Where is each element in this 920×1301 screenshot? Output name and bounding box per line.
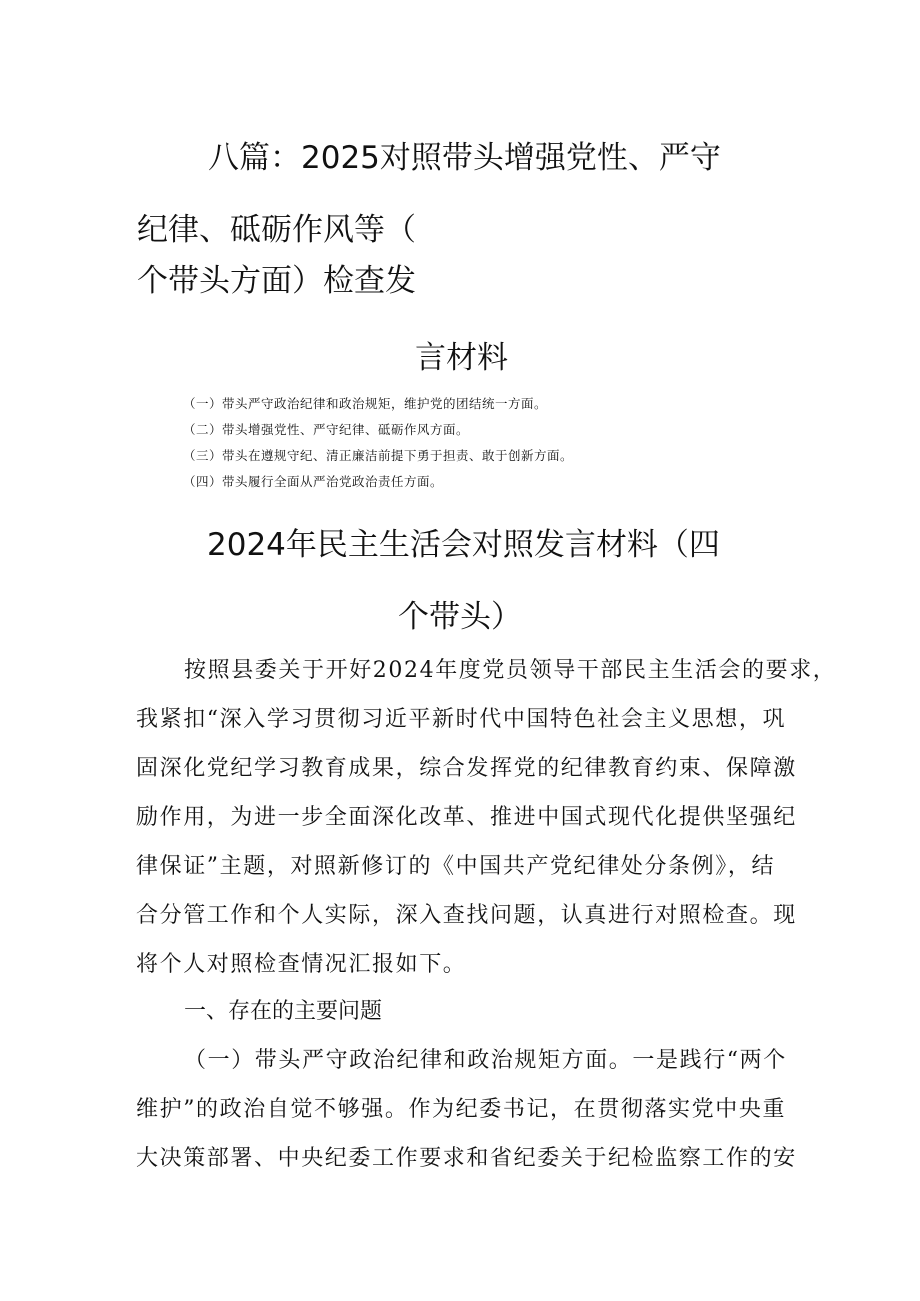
title-line-4: 言材料 [415, 340, 508, 376]
paragraph-2-line-3: 大决策部署、中央纪委工作要求和省纪委关于纪检监察工作的安 [136, 1146, 797, 1171]
title-line-3: 个带头方面）检查发 [137, 263, 416, 299]
toc-item-4: （四）带头履行全面从严治党政治责任方面。 [183, 474, 444, 489]
toc-item-3: （三）带头在遵规守纪、清正廉洁前提下勇于担责、敢于创新方面。 [183, 448, 574, 463]
paragraph-1-line-2: 我紧扣“深入学习贯彻习近平新时代中国特色社会主义思想，巩 [136, 707, 787, 732]
paragraph-2-line-2: 维护”的政治自觉不够强。作为纪委书记，在贯彻落实党中央重 [136, 1097, 787, 1122]
paragraph-2-line-1: （一）带头严守政治纪律和政治规矩方面。一是践行“两个 [184, 1048, 787, 1073]
paragraph-1-line-7: 将个人对照检查情况汇报如下。 [136, 952, 467, 977]
toc-item-1: （一）带头严守政治纪律和政治规矩，维护党的团结统一方面。 [183, 396, 548, 411]
paragraph-1-line-3: 固深化党纪学习教育成果，综合发挥党的纪律教育约束、保障激 [136, 756, 797, 781]
paragraph-1-line-5: 律保证”主题，对照新修订的《中国共产党纪律处分条例》，结 [136, 854, 776, 879]
paragraph-1-line-1: 按照县委关于开好2024年度党员领导干部民主生活会的要求， [184, 658, 837, 683]
subtitle-line-2: 个带头） [398, 599, 522, 635]
toc-item-2: （二）带头增强党性、严守纪律、砥砺作风方面。 [183, 422, 470, 437]
paragraph-1-line-6: 合分管工作和个人实际，深入查找问题，认真进行对照检查。现 [136, 903, 797, 928]
title-line-1: 八篇：2025对照带头增强党性、严守 [208, 140, 721, 176]
subtitle-line-1: 2024年民主生活会对照发言材料（四 [207, 527, 720, 563]
title-line-2: 纪律、砥砺作风等（ [137, 212, 416, 248]
section-heading-1: 一、存在的主要问题 [184, 999, 383, 1024]
paragraph-1-line-4: 励作用，为进一步全面深化改革、推进中国式现代化提供坚强纪 [136, 805, 797, 830]
